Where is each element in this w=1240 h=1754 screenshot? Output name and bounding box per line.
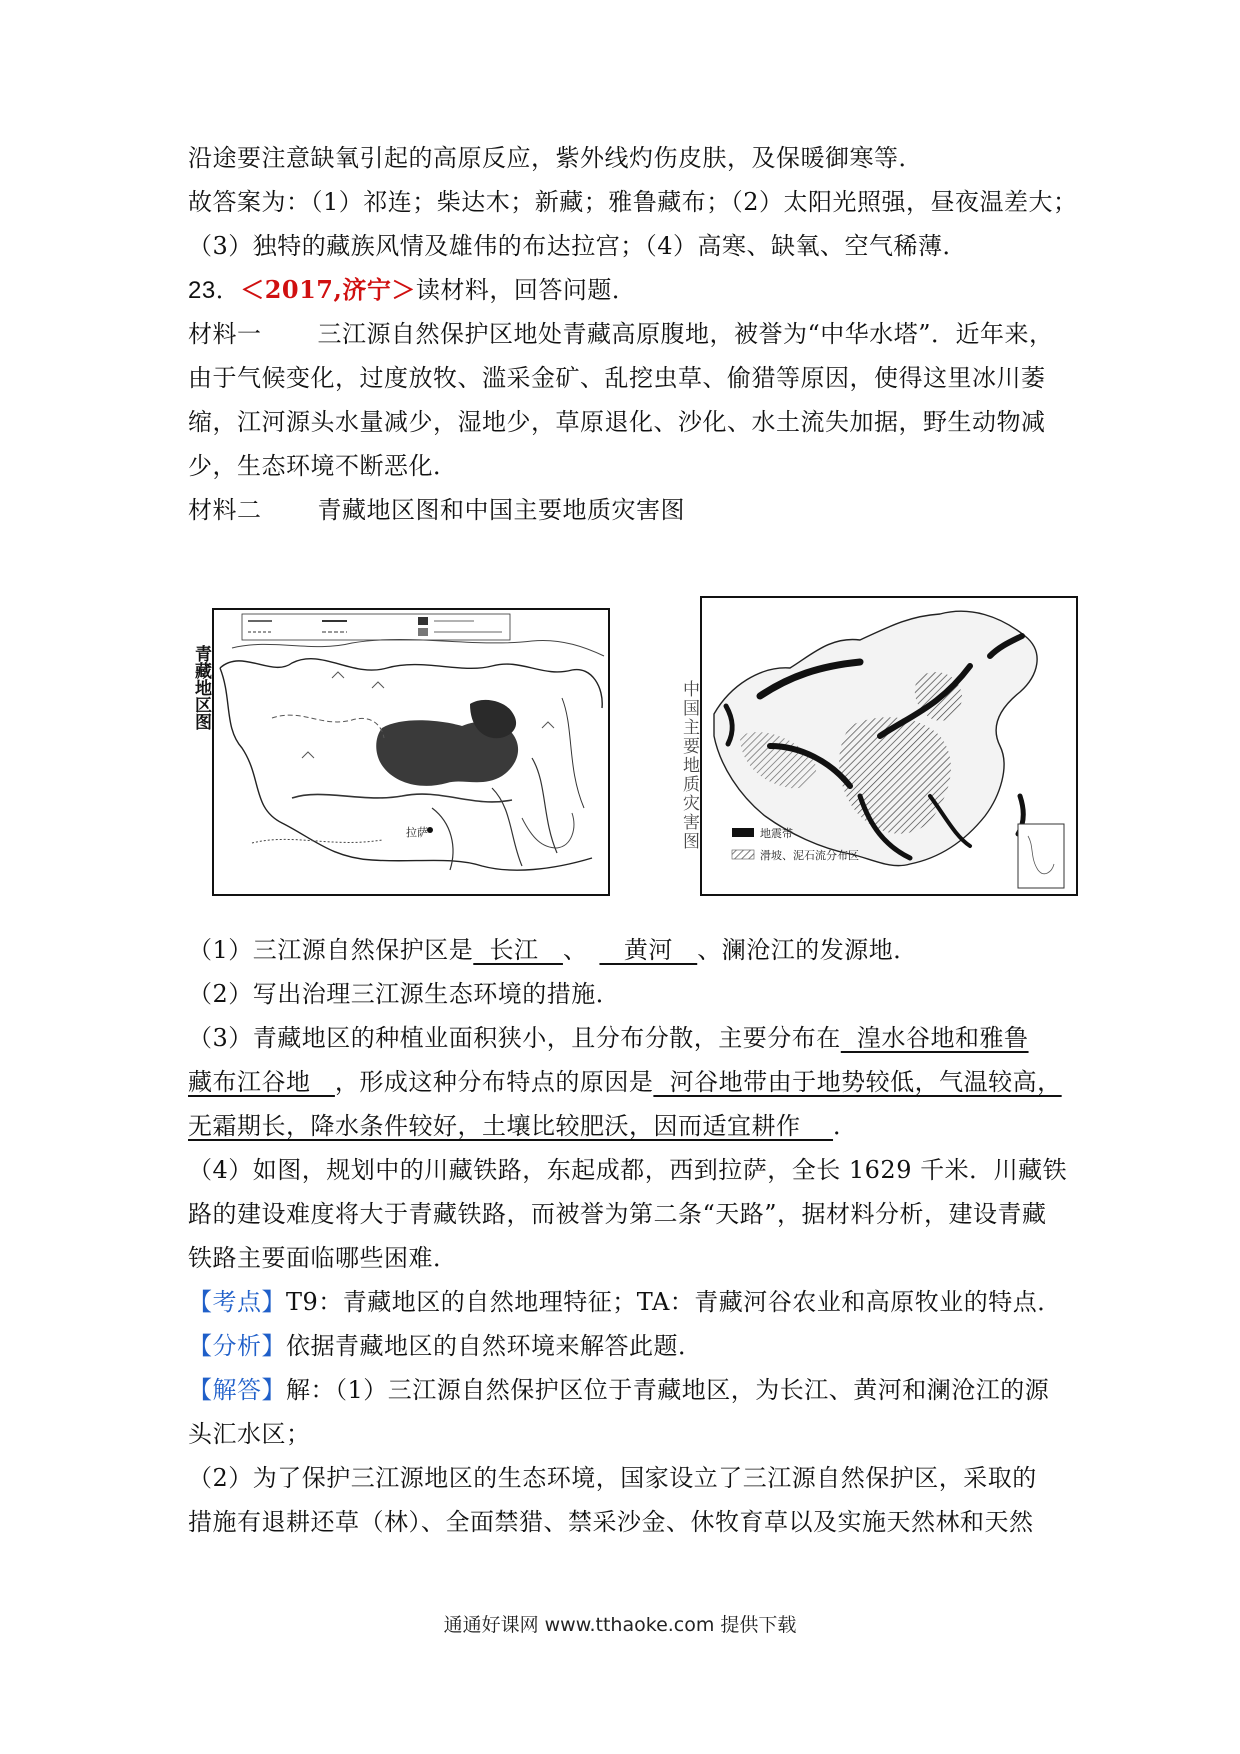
- text-line: 由于气候变化，过度放牧、滥采金矿、乱挖虫草、偷猎等原因，使得这里冰川萎: [188, 364, 1046, 392]
- material-2: [188, 494, 685, 526]
- page-footer: 通通好课网 www.tthaoke.com 提供下载: [443, 1614, 797, 1636]
- question-1: [188, 934, 918, 966]
- text-line: 措施有退耕还草（林）、全面禁猎、禁采沙金、休牧育草以及实施天然林和天然: [188, 1508, 1034, 1536]
- text-line: 少，生态环境不断恶化．: [188, 452, 458, 480]
- material-2-text: 青藏地区图和中国主要地质灾害图: [317, 496, 685, 524]
- material-1-text: 三江源自然保护区地处青藏高原腹地，被誉为“中华水塔”．近年来，: [317, 320, 1054, 348]
- question-number: 23．: [188, 277, 241, 304]
- china-disaster-map: [700, 596, 1078, 896]
- answer-blank-region: 湟水谷地和雅鲁: [840, 1024, 1029, 1052]
- answer-blank-reason-cont: 无霜期长，降水条件较好，土壤比较肥沃，因而适宜耕作: [188, 1112, 834, 1140]
- material-2-label: 材料二: [188, 496, 262, 524]
- text-line: （2）为了保护三江源地区的生态环境，国家设立了三江源自然保护区，采取的: [188, 1464, 1037, 1492]
- tibet-map-title: 青藏地区图: [191, 645, 211, 730]
- text-line: 缩，江河源头水量减少，湿地少，草原退化、沙化、水土流失加据，野生动物减: [188, 408, 1046, 436]
- kaodian-tag: 【考点】: [188, 1288, 286, 1316]
- answer-blank-reason: 河谷地带由于地势较低，气温较高，: [653, 1068, 1062, 1096]
- kaodian: [188, 1286, 1062, 1318]
- question-23-heading: [188, 274, 636, 307]
- question-2: （2）写出治理三江源生态环境的措施．: [188, 980, 621, 1008]
- legend-landslide: 滑坡、泥石流分布区: [760, 849, 859, 862]
- period: ．: [833, 1112, 858, 1140]
- answer-blank-changjiang: 长江: [473, 936, 563, 964]
- text-line: 铁路主要面临哪些困难．: [188, 1244, 458, 1272]
- material-1: [188, 318, 1054, 350]
- text-line: 故答案为：（1）祁连；柴达木；新藏；雅鲁藏布；（2）太阳光照强，昼夜温差大；: [188, 188, 1078, 216]
- question-prompt: 读材料，回答问题．: [415, 276, 637, 304]
- question-3-line2: [188, 1066, 1062, 1098]
- question-source: ＜2017,济宁＞: [240, 275, 416, 304]
- question-3-line3: [188, 1110, 858, 1142]
- fenxi-tag: 【分析】: [188, 1332, 286, 1360]
- question-3-prompt: （3）青藏地区的种植业面积狭小，且分布分散，主要分布在: [188, 1024, 841, 1052]
- question-3-mid: ，形成这种分布特点的原因是: [334, 1068, 654, 1096]
- fenxi: [188, 1330, 703, 1362]
- question-1-prompt: （1）三江源自然保护区是: [188, 936, 474, 964]
- text-line: 路的建设难度将大于青藏铁路，而被誉为第二条“天路”，据材料分析，建设青藏: [188, 1200, 1047, 1228]
- question-1-tail: 、澜沧江的发源地．: [697, 936, 918, 964]
- question-4: （4）如图，规划中的川藏铁路，东起成都，西到拉萨，全长 1629 千米．川藏铁: [188, 1156, 1068, 1184]
- jieda: [188, 1374, 1049, 1406]
- legend-seismic: 地震带: [760, 827, 793, 840]
- answer-blank-region-cont: 藏布江谷地: [188, 1068, 335, 1096]
- kaodian-text: T9：青藏地区的自然地理特征；TA：青藏河谷农业和高原牧业的特点．: [286, 1288, 1062, 1316]
- material-1-label: 材料一: [188, 320, 262, 348]
- jieda-tag: 【解答】: [188, 1376, 286, 1404]
- answer-blank-huanghe: 黄河: [599, 936, 698, 964]
- separator: 、: [562, 936, 588, 964]
- china-map-title: 中国主要地质灾害图: [679, 680, 699, 851]
- lhasa-label: 拉萨: [406, 826, 428, 839]
- tibet-region-map: [212, 608, 610, 896]
- jieda-text: 解：（1）三江源自然保护区位于青藏地区，为长江、黄河和澜沧江的源: [286, 1376, 1050, 1404]
- text-line: 头汇水区；: [188, 1420, 311, 1448]
- question-3: [188, 1022, 1029, 1054]
- fenxi-text: 依据青藏地区的自然环境来解答此题．: [286, 1332, 703, 1360]
- text-line: 沿途要注意缺氧引起的高原反应，紫外线灼伤皮肤，及保暖御寒等．: [188, 144, 923, 172]
- text-line: （3）独特的藏族风情及雄伟的布达拉宫；（4）高寒、缺氧、空气稀薄．: [188, 232, 968, 260]
